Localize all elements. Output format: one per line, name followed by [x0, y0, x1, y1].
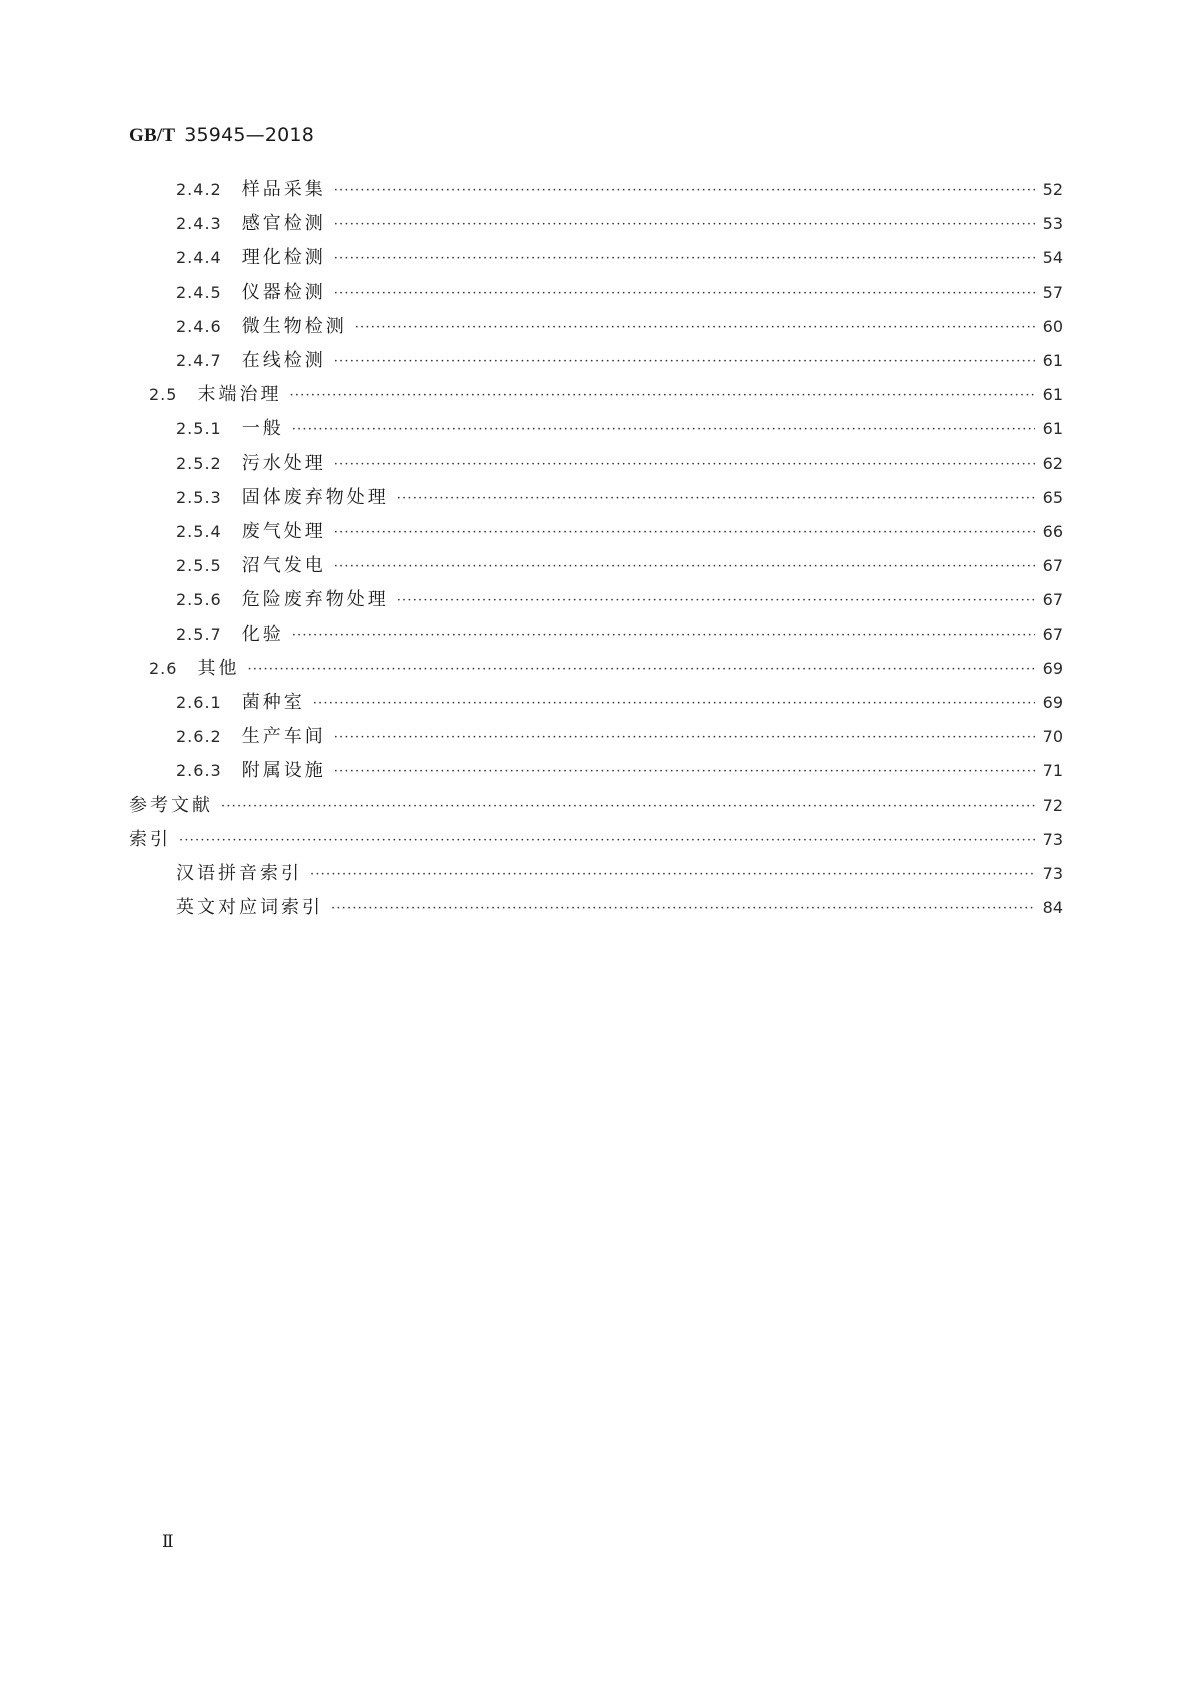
toc-entry-page-number: 61: [1042, 351, 1063, 370]
toc-entry-page-number: 61: [1042, 419, 1063, 439]
toc-entry-page-number: 60: [1042, 316, 1063, 336]
toc-entry-title: 化验: [241, 623, 284, 645]
toc-entry-title: 感官检测: [241, 213, 326, 235]
toc-entry-page-number: 84: [1042, 898, 1063, 918]
toc-entry-page-number: 54: [1042, 248, 1063, 268]
toc-entry[interactable]: [176, 449, 1063, 475]
standard-code-prefix: GB/T: [129, 125, 176, 146]
toc-entry-page-number: 73: [1042, 829, 1063, 849]
toc-entry-page-number: 67: [1042, 590, 1063, 610]
toc-entry-page-number: 71: [1042, 761, 1063, 781]
toc-entry-title: 索引: [129, 828, 171, 850]
toc-entry[interactable]: [149, 654, 1063, 680]
toc-entry-number: 2.5.2: [176, 453, 222, 473]
toc-entry-title: 理化检测: [241, 247, 326, 269]
toc-entry-page-number: 73: [1042, 864, 1063, 883]
document-code-header: [129, 124, 314, 147]
toc-dot-leader: [179, 833, 1035, 848]
toc-entry[interactable]: [176, 756, 1063, 782]
toc-entry-number: 2.4.2: [176, 180, 222, 199]
toc-entry[interactable]: [176, 551, 1063, 577]
toc-dot-leader: [313, 696, 1035, 711]
toc-entry-number: 2.4.5: [176, 282, 222, 302]
toc-entry-page-number: 67: [1042, 556, 1063, 576]
toc-entry-number: 2.5.6: [176, 590, 222, 610]
toc-entry[interactable]: [176, 243, 1063, 269]
toc-entry-page-number: 66: [1042, 522, 1063, 541]
toc-entry-number: 2.6.3: [176, 761, 222, 781]
toc-entry-page-number: 62: [1042, 453, 1063, 473]
toc-entry-page-number: 67: [1042, 624, 1063, 644]
toc-dot-leader: [334, 251, 1035, 266]
toc-entry-number: 2.6: [149, 658, 178, 678]
toc-entry[interactable]: [176, 620, 1063, 646]
toc-dot-leader: [247, 662, 1034, 677]
toc-entry-page-number: 57: [1042, 282, 1063, 302]
toc-dot-leader: [334, 217, 1035, 232]
toc-dot-leader: [331, 901, 1035, 916]
toc-entry-title: 附属设施: [241, 760, 326, 782]
toc-dot-leader: [310, 867, 1035, 882]
toc-dot-leader: [289, 388, 1034, 403]
toc-entry-number: 2.5: [149, 385, 178, 405]
toc-entry[interactable]: [176, 175, 1063, 201]
toc-dot-leader: [397, 491, 1035, 506]
toc-entry-page-number: 61: [1042, 385, 1063, 405]
toc-entry-number: 2.5.1: [176, 419, 222, 439]
toc-dot-leader: [334, 525, 1035, 540]
toc-dot-leader: [292, 628, 1035, 643]
toc-entry-title: 危险废弃物处理: [241, 589, 389, 611]
toc-dot-leader: [334, 730, 1035, 745]
toc-entry[interactable]: [176, 414, 1063, 440]
toc-entry-page-number: 70: [1042, 727, 1063, 747]
toc-entry[interactable]: [176, 722, 1063, 748]
toc-entry-title: 参考文献: [129, 794, 213, 816]
toc-entry[interactable]: [149, 380, 1063, 406]
toc-entry-title: 一般: [241, 418, 284, 440]
toc-dot-leader: [334, 457, 1035, 472]
standard-code-number: 35945—2018: [184, 124, 315, 146]
toc-entry[interactable]: [129, 825, 1063, 851]
toc-dot-leader: [221, 799, 1035, 814]
toc-entry-title: 仪器检测: [241, 281, 326, 303]
toc-entry-title: 污水处理: [241, 452, 326, 474]
toc-entry-number: 2.5.7: [176, 624, 222, 644]
toc-entry-page-number: 65: [1042, 487, 1063, 507]
toc-entry-page-number: 52: [1042, 180, 1063, 199]
toc-entry-title: 英文对应词索引: [176, 897, 323, 919]
toc-dot-leader: [334, 286, 1035, 301]
toc-dot-leader: [334, 559, 1035, 574]
toc-entry-title: 固体废弃物处理: [241, 486, 389, 508]
toc-entry-title: 其他: [197, 657, 240, 679]
page-number-footer: Ⅱ: [162, 1532, 174, 1551]
toc-entry-number: 2.5.4: [176, 522, 222, 541]
toc-entry-title: 微生物检测: [241, 315, 347, 337]
toc-entry-title: 在线检测: [241, 350, 326, 371]
toc-entry-number: 2.4.7: [176, 351, 222, 370]
toc-entry-title: 沼气发电: [241, 555, 326, 577]
toc-entry-title: 生产车间: [241, 726, 326, 748]
toc-entry[interactable]: [176, 688, 1063, 714]
toc-entry[interactable]: [129, 791, 1063, 817]
toc-entry[interactable]: [176, 585, 1063, 611]
toc-entry-number: 2.4.4: [176, 248, 222, 268]
toc-dot-leader: [334, 764, 1035, 779]
toc-entry[interactable]: [176, 312, 1063, 338]
toc-entry[interactable]: [176, 346, 1063, 372]
toc-entry-title: 汉语拼音索引: [176, 863, 302, 884]
toc-entry[interactable]: [176, 278, 1063, 304]
toc-entry-number: 2.6.1: [176, 693, 222, 712]
toc-entry-page-number: 69: [1042, 693, 1063, 712]
toc-entry-number: 2.5.3: [176, 487, 222, 507]
toc-entry-number: 2.5.5: [176, 556, 222, 576]
toc-entry-page-number: 53: [1042, 214, 1063, 234]
toc-entry-number: 2.6.2: [176, 727, 222, 747]
toc-dot-leader: [334, 354, 1035, 369]
toc-entry[interactable]: [176, 893, 1063, 919]
toc-entry-title: 末端治理: [197, 384, 282, 406]
toc-dot-leader: [397, 593, 1035, 608]
toc-entry-number: 2.4.6: [176, 316, 222, 336]
toc-entry-page-number: 69: [1042, 658, 1063, 678]
toc-entry-title: 废气处理: [241, 521, 326, 542]
toc-entry-number: 2.4.3: [176, 214, 222, 234]
toc-entry[interactable]: [176, 859, 1063, 885]
toc-entry-page-number: 72: [1042, 795, 1063, 815]
toc-dot-leader: [355, 320, 1035, 335]
toc-dot-leader: [334, 183, 1035, 198]
toc-entry[interactable]: [176, 517, 1063, 543]
toc-entry[interactable]: [176, 483, 1063, 509]
toc-dot-leader: [292, 422, 1035, 437]
toc-entry[interactable]: [176, 209, 1063, 235]
toc-entry-title: 菌种室: [241, 692, 305, 713]
toc-entry-title: 样品采集: [241, 179, 326, 200]
